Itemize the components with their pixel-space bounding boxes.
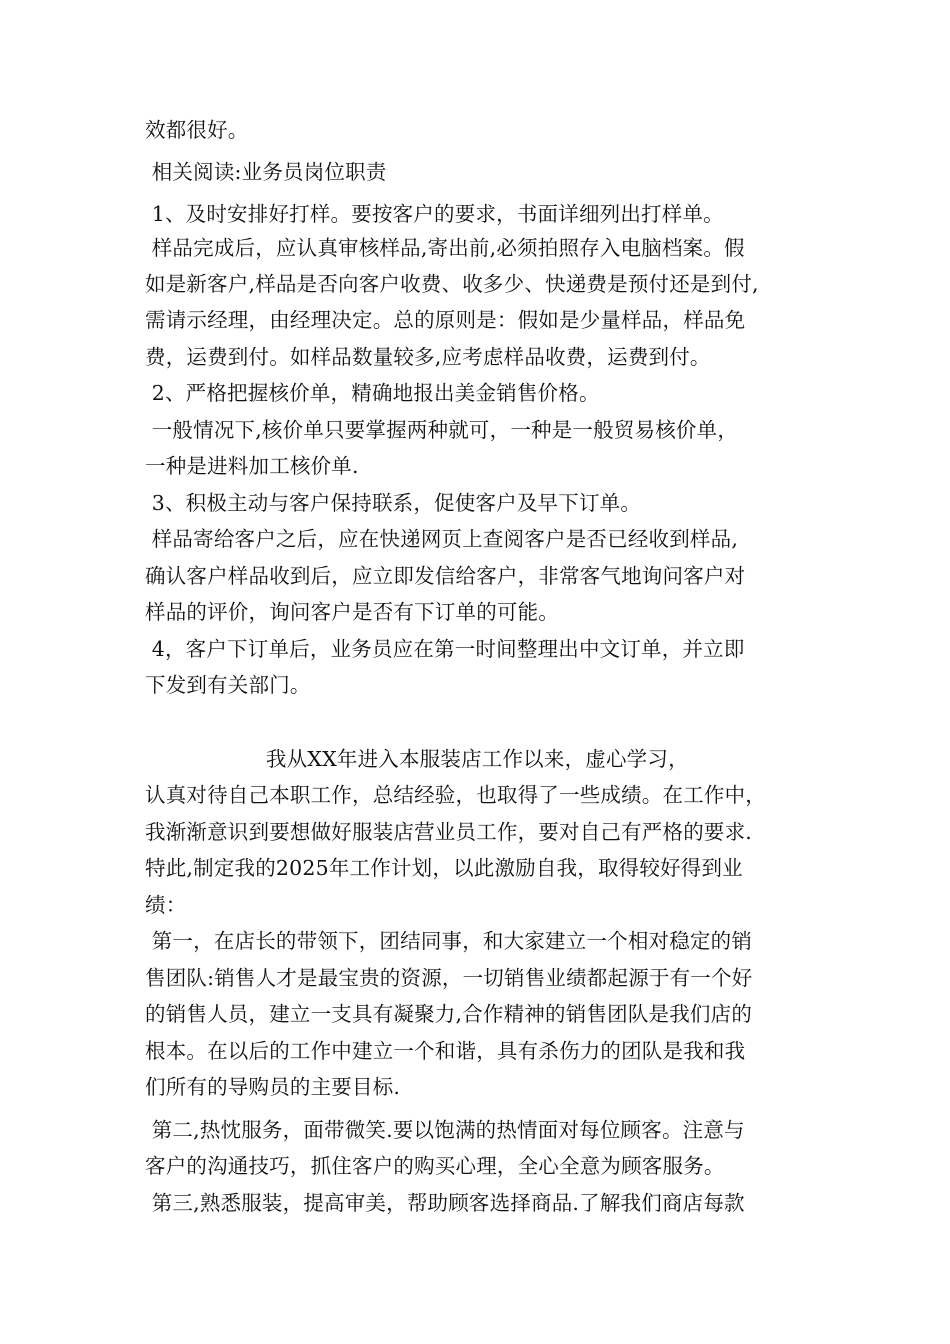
text-line: 1、及时安排好打样。要按客户的要求，书面详细列出打样单。 [145, 202, 724, 226]
text-line: 我从XX年进入本服装店工作以来，虚心学习， [145, 747, 689, 771]
text-line: 样品的评价，询问客户是否有下订单的可能。 [145, 600, 559, 624]
text-line: 售团队:销售人才是最宝贵的资源，一切销售业绩都起源于有一个好 [145, 966, 753, 990]
text-line: 特此,制定我的2025年工作计划，以此激励自我，取得较好得到业 [145, 856, 743, 880]
text-line: 样品寄给客户之后，应在快递网页上查阅客户是否已经收到样品, [145, 527, 739, 551]
text-line: 绩： [145, 893, 187, 917]
text-line: 如是新客户,样品是否向客户收费、收多少、快递费是预付还是到付, [145, 272, 759, 296]
text-line: 2、严格把握核价单，精确地报出美金销售价格。 [145, 381, 600, 405]
text-line: 的销售人员，建立一支具有凝聚力,合作精神的销售团队是我们店的 [145, 1002, 753, 1026]
text-line: 一种是进料加工核价单. [145, 454, 359, 478]
text-line: 下发到有关部门。 [145, 673, 311, 697]
text-line: 第三,熟悉服装，提高审美，帮助顾客选择商品.了解我们商店每款 [145, 1191, 745, 1215]
text-line: 客户的沟通技巧，抓住客户的购买心理，全心全意为顾客服务。 [145, 1154, 725, 1178]
text-line: 一般情况下,核价单只要掌握两种就可，一种是一般贸易核价单， [145, 418, 739, 442]
text-line: 认真对待自己本职工作，总结经验，也取得了一些成绩。在工作中， [145, 783, 766, 807]
text-line: 确认客户样品收到后，应立即发信给客户，非常客气地询问客户对 [145, 564, 746, 588]
text-line: 我渐渐意识到要想做好服装店营业员工作，要对自己有严格的要求. [145, 820, 753, 844]
text-line: 第二,热忱服务，面带微笑.要以饱满的热情面对每位顾客。注意与 [145, 1118, 745, 1142]
text-line: 3、积极主动与客户保持联系，促使客户及早下订单。 [145, 491, 642, 515]
text-line: 需请示经理，由经理决定。总的原则是：假如是少量样品，样品免 [145, 308, 746, 332]
text-line: 4，客户下订单后，业务员应在第一时间整理出中文订单，并立即 [145, 637, 745, 661]
text-line: 效都很好。 [145, 118, 249, 142]
text-line: 根本。在以后的工作中建立一个和谐，具有杀伤力的团队是我和我 [145, 1039, 746, 1063]
text-line: 费，运费到付。如样品数量较多,应考虑样品收费，运费到付。 [145, 345, 711, 369]
text-line: 们所有的导购员的主要目标. [145, 1075, 401, 1099]
text-line: 第一，在店长的带领下，团结同事，和大家建立一个相对稳定的销 [145, 929, 753, 953]
text-line: 相关阅读:业务员岗位职责 [145, 160, 387, 184]
text-line: 样品完成后，应认真审核样品,寄出前,必须拍照存入电脑档案。假 [145, 236, 745, 260]
